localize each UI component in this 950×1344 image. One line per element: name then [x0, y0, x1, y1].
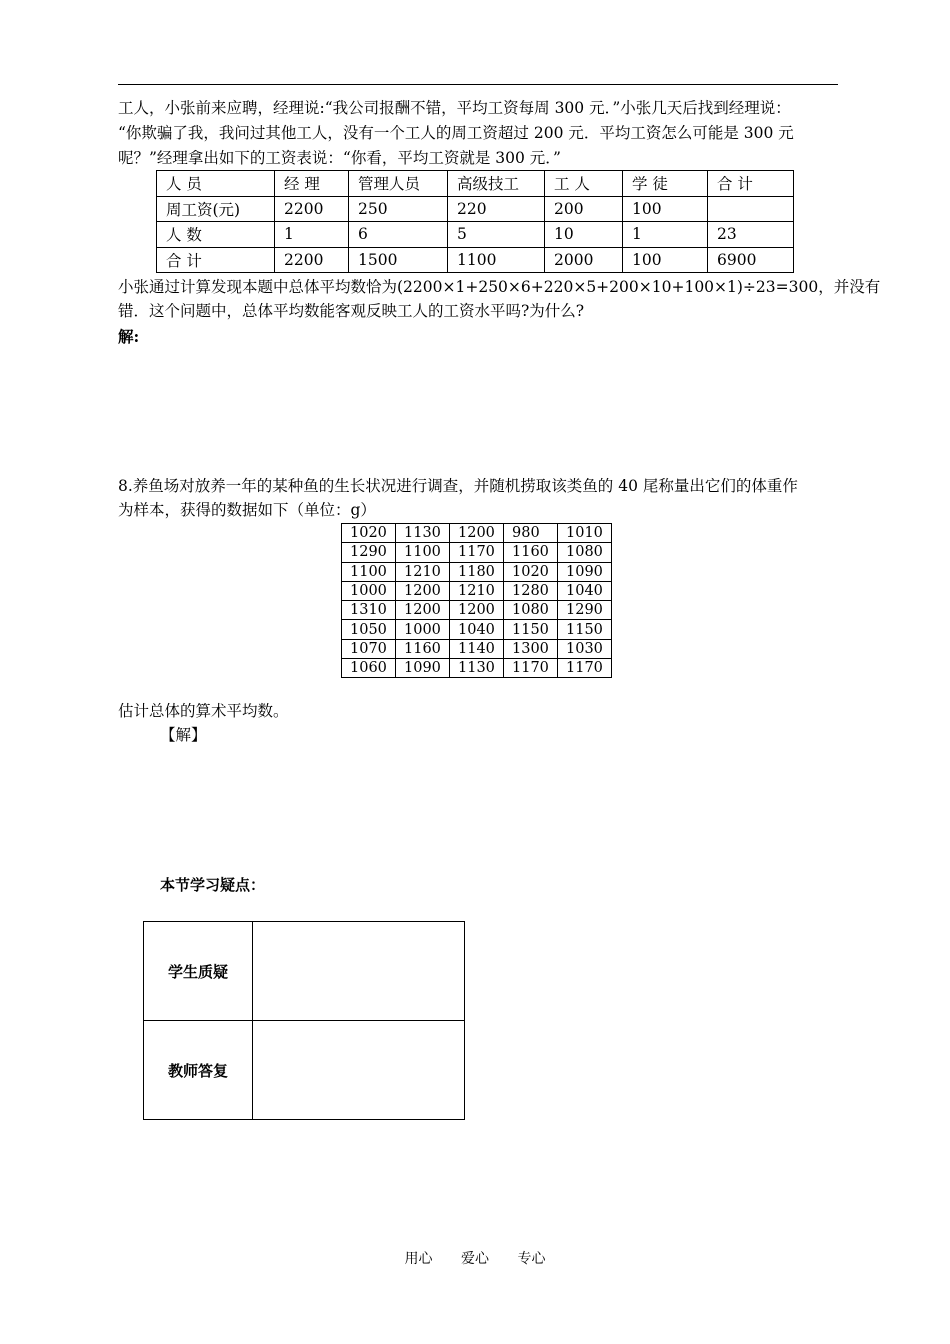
table-cell: 周工资(元) — [157, 196, 275, 222]
table-cell: 1090 — [558, 562, 612, 581]
table-cell: 1040 — [450, 620, 504, 639]
table-cell: 1150 — [558, 620, 612, 639]
table-cell: 经 理 — [275, 171, 349, 197]
table-cell: 100 — [623, 247, 708, 273]
table-cell: 1090 — [396, 659, 450, 678]
table-cell: 1200 — [396, 581, 450, 600]
table-cell: 1290 — [342, 543, 396, 562]
table-row — [342, 601, 612, 620]
teacher-reply-label: 教师答复 — [144, 1021, 253, 1120]
table-cell: 2000 — [545, 247, 623, 273]
table-cell: 1080 — [558, 543, 612, 562]
table-cell: 250 — [349, 196, 448, 222]
page-footer — [0, 1248, 950, 1268]
table-cell: 1200 — [450, 601, 504, 620]
table-cell: 1310 — [342, 601, 396, 620]
table-cell: 1100 — [342, 562, 396, 581]
doubts-table — [143, 921, 465, 1120]
table-row — [342, 659, 612, 678]
table-cell: 1130 — [396, 524, 450, 543]
table-cell: 1170 — [450, 543, 504, 562]
table-cell: 1 — [623, 222, 708, 248]
table-cell: 1160 — [504, 543, 558, 562]
table-row — [144, 1021, 465, 1120]
table-row — [157, 171, 794, 197]
table-cell: 100 — [623, 196, 708, 222]
table-row — [157, 196, 794, 222]
table-cell: 1140 — [450, 639, 504, 658]
table-cell: 1060 — [342, 659, 396, 678]
table-cell: 人 数 — [157, 222, 275, 248]
table-cell: 1000 — [342, 581, 396, 600]
table-cell: 1300 — [504, 639, 558, 658]
table-row — [342, 620, 612, 639]
header-rule — [118, 84, 838, 85]
table-cell: 1 — [275, 222, 349, 248]
problem7-after-line1: 小张通过计算发现本题中总体平均数恰为(2200×1+250×6+220×5+200×10+100×1)÷23=300，并没有 — [118, 278, 881, 296]
table-cell — [708, 196, 794, 222]
table-cell: 1170 — [504, 659, 558, 678]
table-cell: 1040 — [558, 581, 612, 600]
table-cell: 工 人 — [545, 171, 623, 197]
wage-table — [156, 170, 794, 273]
table-cell: 1210 — [450, 581, 504, 600]
table-cell: 学 徒 — [623, 171, 708, 197]
table-cell: 2200 — [275, 247, 349, 273]
table-cell: 1100 — [396, 543, 450, 562]
table-cell: 1290 — [558, 601, 612, 620]
table-cell: 980 — [504, 524, 558, 543]
table-row — [342, 543, 612, 562]
table-cell: 23 — [708, 222, 794, 248]
fish-weight-table — [341, 523, 612, 678]
problem8-text-line2: 为样本，获得的数据如下（单位：g） — [118, 501, 376, 519]
problem7-text-line2: “你欺骗了我，我问过其他工人，没有一个工人的周工资超过 200 元．平均工资怎么可能是 300 元 — [118, 124, 794, 142]
table-cell: 1030 — [558, 639, 612, 658]
problem8-text-line1: 8.养鱼场对放养一年的某种鱼的生长状况进行调查，并随机捞取该类鱼的 40 尾称量出它们的体重作 — [118, 477, 798, 495]
table-row — [342, 562, 612, 581]
table-cell: 1020 — [504, 562, 558, 581]
table-cell: 6900 — [708, 247, 794, 273]
table-cell: 1200 — [396, 601, 450, 620]
table-cell: 1050 — [342, 620, 396, 639]
table-cell: 200 — [545, 196, 623, 222]
problem7-text-line1: 工人，小张前来应聘，经理说:“我公司报酬不错，平均工资每周 300 元．”小张几天后找到经理说： — [118, 99, 791, 117]
problem7-after-line2: 错．这个问题中，总体平均数能客观反映工人的工资水平吗?为什么? — [118, 302, 585, 320]
table-cell: 1150 — [504, 620, 558, 639]
table-cell: 1100 — [448, 247, 545, 273]
table-cell: 1000 — [396, 620, 450, 639]
table-cell: 1080 — [504, 601, 558, 620]
table-cell: 5 — [448, 222, 545, 248]
table-cell: 管理人员 — [349, 171, 448, 197]
table-row — [157, 222, 794, 248]
table-cell: 1130 — [450, 659, 504, 678]
footer-text: 爱心 — [461, 1251, 489, 1267]
footer-text: 用心 — [404, 1251, 433, 1267]
doubts-heading: 本节学习疑点： — [160, 876, 266, 894]
table-cell: 合 计 — [157, 247, 275, 273]
table-cell: 高级技工 — [448, 171, 545, 197]
table-cell: 人 员 — [157, 171, 275, 197]
table-cell: 1010 — [558, 524, 612, 543]
table-cell: 1500 — [349, 247, 448, 273]
student-question-cell[interactable] — [253, 922, 465, 1021]
table-cell: 2200 — [275, 196, 349, 222]
table-row — [157, 247, 794, 273]
student-question-label: 学生质疑 — [144, 922, 253, 1021]
table-cell: 1280 — [504, 581, 558, 600]
problem7-text-line3: 呢？”经理拿出如下的工资表说：“你看，平均工资就是 300 元．” — [118, 149, 561, 167]
problem8-solution-label: 【解】 — [160, 726, 207, 744]
table-row — [342, 524, 612, 543]
table-cell: 1180 — [450, 562, 504, 581]
table-cell: 1210 — [396, 562, 450, 581]
table-row — [342, 581, 612, 600]
table-row — [144, 922, 465, 1021]
table-cell: 1170 — [558, 659, 612, 678]
table-cell: 1200 — [450, 524, 504, 543]
footer-text: 专心 — [517, 1251, 546, 1267]
table-cell: 1160 — [396, 639, 450, 658]
problem7-solution-label: 解: — [118, 327, 140, 346]
table-cell: 合 计 — [708, 171, 794, 197]
table-cell: 1020 — [342, 524, 396, 543]
problem8-question: 估计总体的算术平均数。 — [118, 702, 289, 720]
table-cell: 10 — [545, 222, 623, 248]
table-row — [342, 639, 612, 658]
table-cell: 6 — [349, 222, 448, 248]
table-cell: 220 — [448, 196, 545, 222]
table-cell: 1070 — [342, 639, 396, 658]
teacher-reply-cell[interactable] — [253, 1021, 465, 1120]
